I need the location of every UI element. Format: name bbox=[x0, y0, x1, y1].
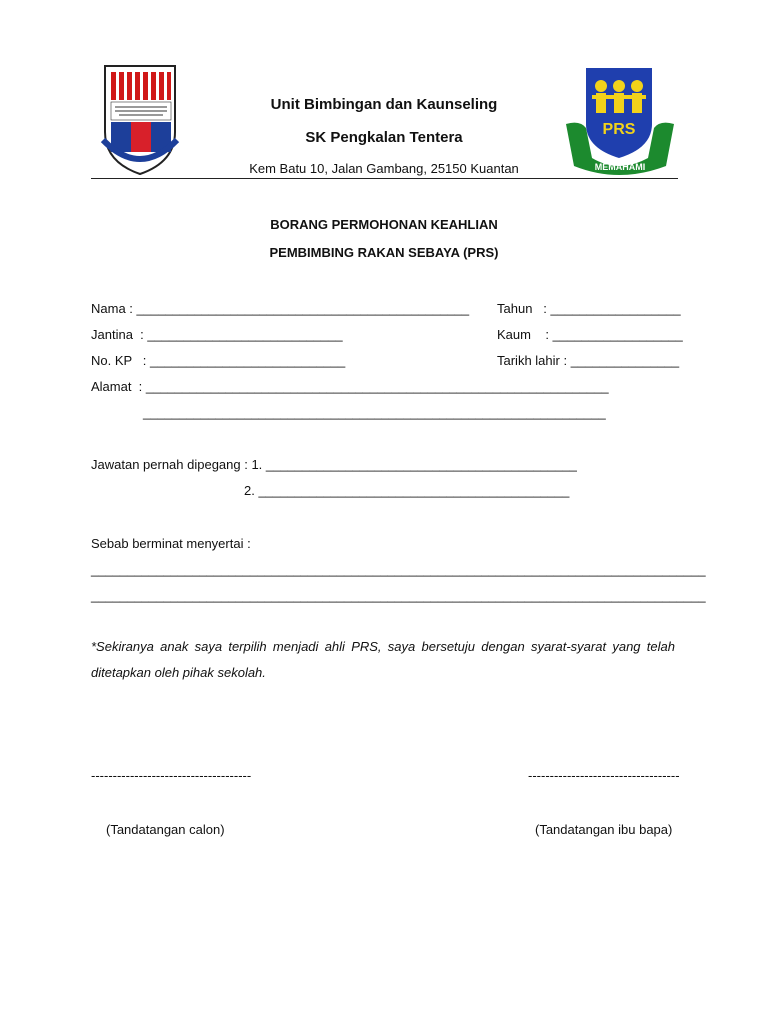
sebab-label: Sebab berminat menyertai : bbox=[91, 536, 251, 551]
tahun-field: Tahun : __________________ bbox=[497, 301, 681, 316]
sebab-line-2: _____________________________________________________________________________________ bbox=[91, 588, 706, 603]
jantina-field: Jantina : ___________________________ bbox=[91, 327, 343, 342]
tarikh-lahir-field: Tarikh lahir : _______________ bbox=[497, 353, 680, 368]
no-kp-field: No. KP : ___________________________ bbox=[91, 353, 346, 368]
header-divider bbox=[91, 178, 678, 179]
kaum-field: Kaum : __________________ bbox=[497, 327, 683, 342]
prs-logo-text: PRS bbox=[602, 121, 636, 138]
unit-title: Unit Bimbingan dan Kaunseling bbox=[270, 96, 498, 113]
sebab-line-1: _____________________________________________________________________________________ bbox=[91, 562, 706, 577]
signature-label-parent: (Tandatangan ibu bapa) bbox=[535, 822, 673, 837]
school-address: Kem Batu 10, Jalan Gambang, 25150 Kuantan bbox=[249, 161, 519, 176]
form-title-line2: PEMBIMBING RAKAN SEBAYA (PRS) bbox=[269, 245, 499, 260]
form-title-line1: BORANG PERMOHONAN KEAHLIAN bbox=[270, 217, 498, 232]
signature-line-parent: ----------------------------------- bbox=[528, 768, 680, 783]
alamat-field-line2: ________________________________________________________________ bbox=[143, 405, 606, 420]
nama-field: Nama : ______________________________________________ bbox=[91, 301, 470, 316]
alamat-field: Alamat : ________________________________________________________________ bbox=[91, 379, 609, 394]
jawatan-field-1: Jawatan pernah dipegang : 1. ___________________________________________ bbox=[91, 457, 577, 472]
declaration-text: *Sekiranya anak saya terpilih menjadi ahli PRS, saya bersetuju dengan syarat-syarat yang telah ditetapkan oleh pihak sekolah. bbox=[91, 639, 675, 680]
signature-label-candidate: (Tandatangan calon) bbox=[106, 822, 225, 837]
school-name: SK Pengkalan Tentera bbox=[305, 129, 463, 146]
signature-line-candidate: ------------------------------------- bbox=[91, 768, 252, 783]
prs-logo-banner: MEMAHAMI bbox=[594, 162, 646, 172]
jawatan-field-2: 2. ___________________________________________ bbox=[244, 483, 570, 498]
